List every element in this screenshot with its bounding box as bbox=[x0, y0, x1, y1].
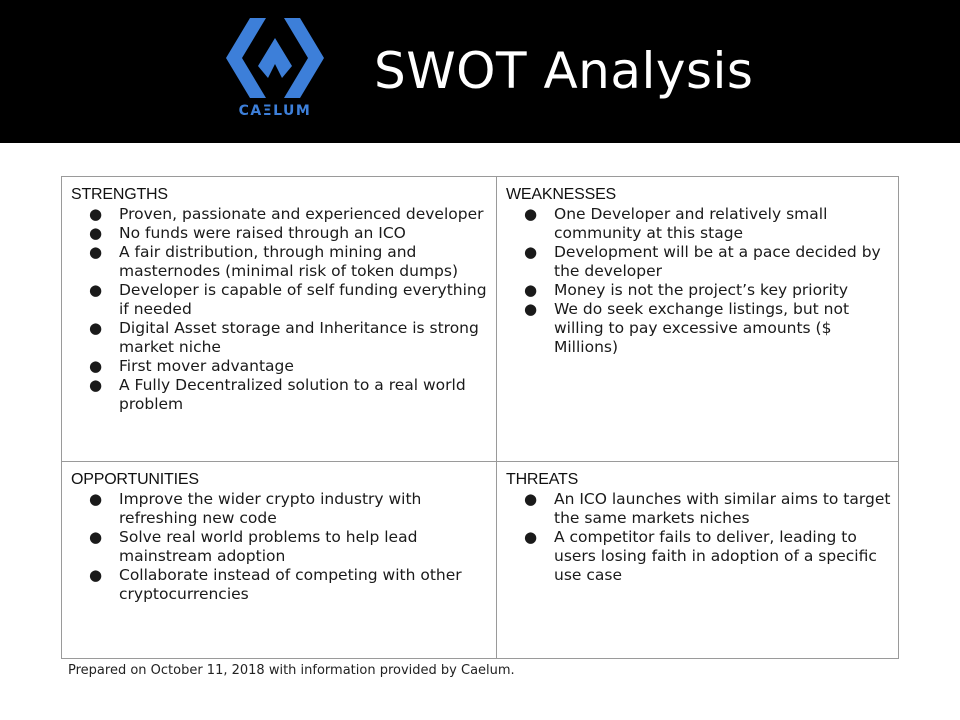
weaknesses-cell bbox=[497, 177, 898, 462]
bullet-icon: ● bbox=[89, 528, 103, 546]
bullet-icon: ● bbox=[524, 243, 538, 261]
list-item: ● First mover advantage bbox=[89, 357, 294, 375]
bullet-icon: ● bbox=[89, 357, 103, 375]
bullet-icon: ● bbox=[524, 300, 538, 318]
bullet-icon: ● bbox=[524, 281, 538, 299]
bullet-icon: ● bbox=[89, 376, 103, 394]
opportunities-heading: OPPORTUNITIES bbox=[71, 471, 199, 488]
strengths-cell bbox=[62, 177, 497, 462]
swot-grid bbox=[61, 176, 899, 659]
list-item: ● A competitor fails to deliver, leading to users losing faith in adoption of a specific use case bbox=[524, 528, 877, 584]
bullet-icon: ● bbox=[524, 205, 538, 223]
list-item: ● A Fully Decentralized solution to a real world problem bbox=[89, 376, 466, 413]
list-item: ● An ICO launches with similar aims to target the same markets niches bbox=[524, 490, 891, 527]
list-item: ● Digital Asset storage and Inheritance is strong market niche bbox=[89, 319, 479, 356]
bullet-icon: ● bbox=[89, 205, 103, 223]
list-item: ● One Developer and relatively small community at this stage bbox=[524, 205, 828, 242]
logo-wordmark: CAΞLUM bbox=[238, 103, 312, 119]
list-item: ● Developer is capable of self funding everything if needed bbox=[89, 281, 487, 318]
bullet-icon: ● bbox=[89, 281, 103, 299]
bullet-icon: ● bbox=[89, 243, 103, 261]
threats-list bbox=[506, 490, 898, 585]
list-item: ● Solve real world problems to help lead mainstream adoption bbox=[89, 528, 418, 565]
list-item: ● Development will be at a pace decided by the developer bbox=[524, 243, 881, 280]
list-item: ● Money is not the project’s key priority bbox=[524, 281, 849, 299]
bullet-icon: ● bbox=[524, 528, 538, 546]
weaknesses-heading: WEAKNESSES bbox=[506, 186, 617, 203]
list-item: ● We do seek exchange listings, but not willing to pay excessive amounts ($ Millions) bbox=[524, 300, 850, 356]
opportunities-list bbox=[71, 490, 496, 604]
threats-heading: THREATS bbox=[506, 471, 579, 488]
bullet-icon: ● bbox=[89, 319, 103, 337]
list-item: ● Improve the wider crypto industry with refreshing new code bbox=[89, 490, 422, 527]
bullet-icon: ● bbox=[89, 490, 103, 508]
page-title: SWOT Analysis bbox=[374, 42, 754, 100]
footer-note: Prepared on October 11, 2018 with information provided by Caelum. bbox=[68, 663, 515, 678]
bullet-icon: ● bbox=[89, 224, 103, 242]
strengths-heading: STRENGTHS bbox=[71, 186, 168, 203]
list-item: ● Proven, passionate and experienced developer bbox=[89, 205, 484, 223]
bullet-icon: ● bbox=[89, 566, 103, 584]
list-item: ● A fair distribution, through mining and masternodes (minimal risk of token dumps) bbox=[89, 243, 459, 280]
threats-cell bbox=[497, 462, 898, 658]
weaknesses-list bbox=[506, 205, 898, 357]
opportunities-cell bbox=[62, 462, 497, 658]
strengths-list bbox=[71, 205, 496, 414]
list-item: ● Collaborate instead of competing with other cryptocurrencies bbox=[89, 566, 462, 603]
caelum-logo bbox=[222, 16, 328, 122]
caelum-logo-icon bbox=[222, 16, 328, 102]
bullet-icon: ● bbox=[524, 490, 538, 508]
header-banner bbox=[0, 0, 960, 143]
list-item: ● No funds were raised through an ICO bbox=[89, 224, 406, 242]
